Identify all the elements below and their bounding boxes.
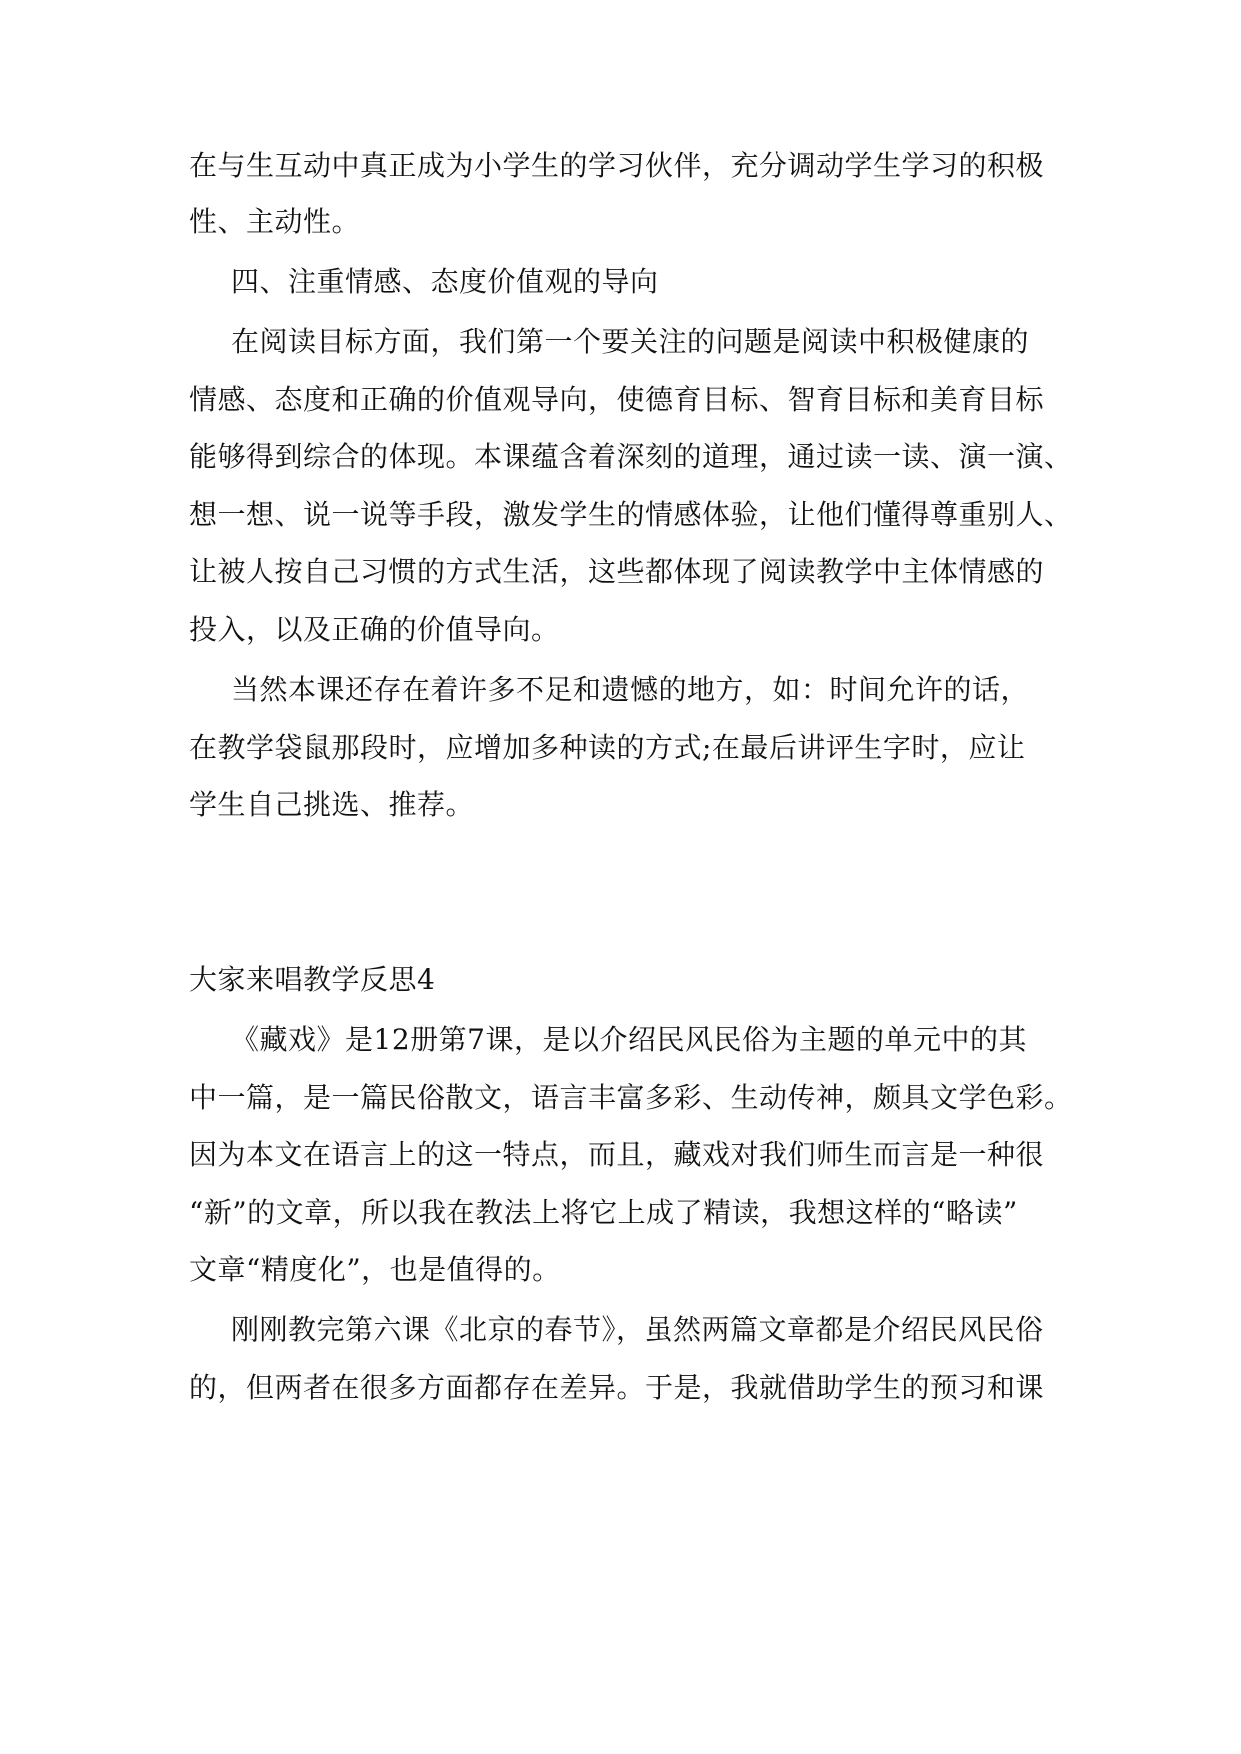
- paragraph-line: 在教学袋鼠那段时，应增加多种读的方式;在最后讲评生字时，应让: [189, 731, 1026, 764]
- paragraph-line: 让被人按自己习惯的方式生活，这些都体现了阅读教学中主体情感的: [189, 555, 1045, 588]
- paragraph-line: 想一想、说一说等手段，激发学生的情感体验，让他们懂得尊重别人、: [189, 498, 1073, 531]
- paragraph-line: 《藏戏》是12册第7课，是以介绍民风民俗为主题的单元中的其: [231, 1023, 1027, 1056]
- paragraph-line: 文章“精度化”，也是值得的。: [189, 1253, 561, 1286]
- paragraph-line: 因为本文在语言上的这一特点，而且，藏戏对我们师生而言是一种很: [189, 1138, 1045, 1171]
- article-title: 大家来唱教学反思4: [189, 963, 436, 996]
- paragraph-line: 在与生互动中真正成为小学生的学习伙伴，充分调动学生学习的积极: [189, 149, 1045, 182]
- paragraph-line: 学生自己挑选、推荐。: [189, 788, 475, 821]
- section-heading: 四、注重情感、态度价值观的导向: [231, 265, 659, 298]
- paragraph-line: 能够得到综合的体现。本课蕴含着深刻的道理，通过读一读、演一演、: [189, 440, 1073, 473]
- paragraph-line: 性、主动性。: [189, 205, 361, 238]
- paragraph-line: “新”的文章，所以我在教法上将它上成了精读，我想这样的“略读”: [189, 1196, 1018, 1229]
- paragraph-line: 的，但两者在很多方面都存在差异。于是，我就借助学生的预习和课: [189, 1371, 1045, 1404]
- paragraph-line: 当然本课还存在着许多不足和遗憾的地方，如：时间允许的话，: [231, 673, 1030, 706]
- paragraph-line: 投入，以及正确的价值导向。: [189, 613, 560, 646]
- paragraph-line: 中一篇，是一篇民俗散文，语言丰富多彩、生动传神，颇具文学色彩。: [189, 1081, 1073, 1114]
- paragraph-line: 情感、态度和正确的价值观导向，使德育目标、智育目标和美育目标: [189, 383, 1045, 416]
- paragraph-line: 刚刚教完第六课《北京的春节》，虽然两篇文章都是介绍民风民俗: [231, 1313, 1044, 1346]
- paragraph-line: 在阅读目标方面，我们第一个要关注的问题是阅读中积极健康的: [231, 325, 1030, 358]
